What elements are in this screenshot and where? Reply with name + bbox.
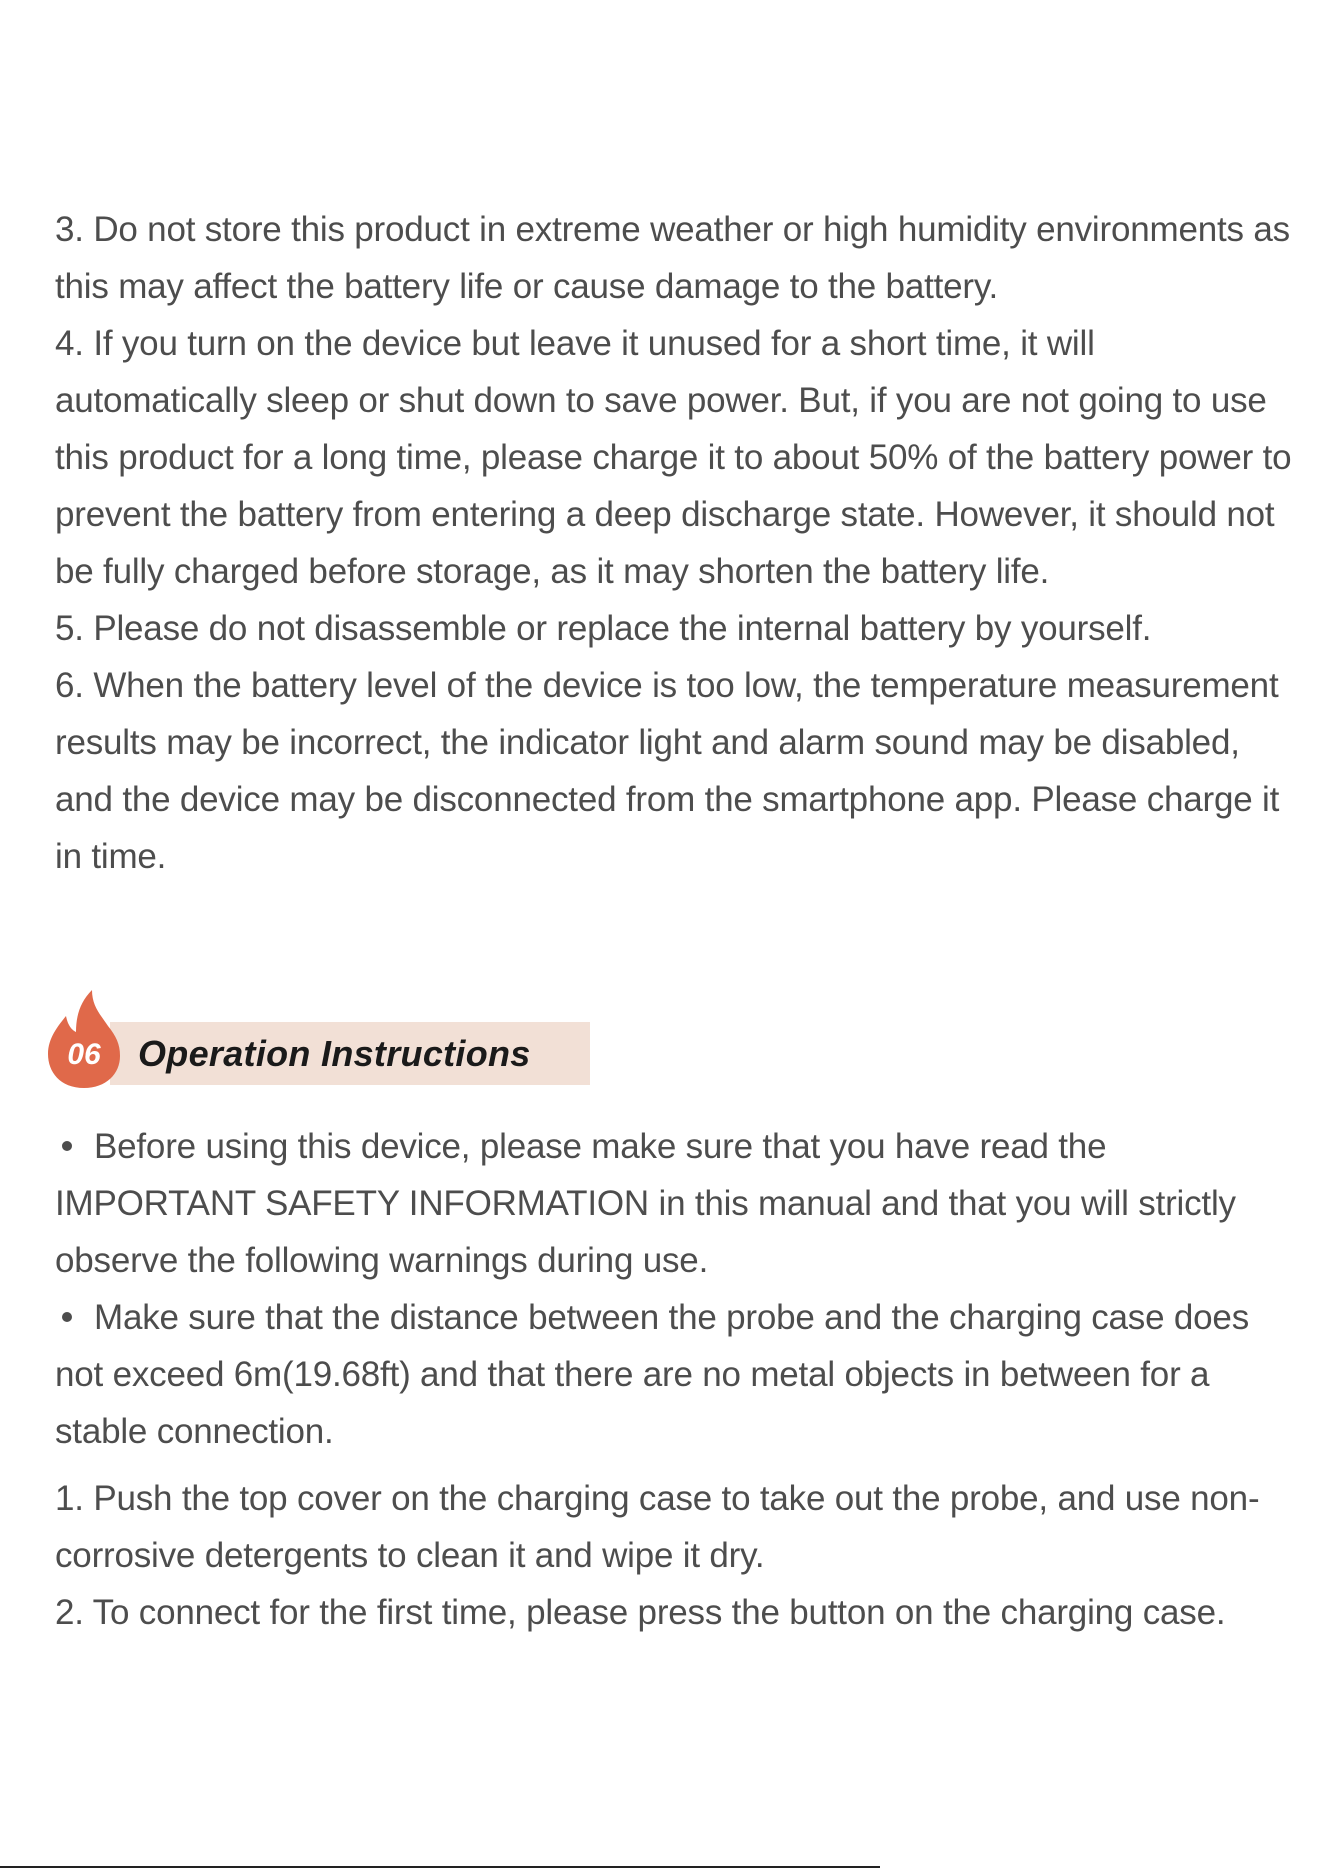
bullet-text: Before using this device, please make sure that you have read the IMPORTANT SAFETY INFORMATION in this manual and that you will strictly observe the following warnings during use. xyxy=(55,1127,1236,1280)
section-header xyxy=(46,988,566,1088)
bullet-text: Make sure that the distance between the probe and the charging case does not exceed 6m(19.68ft) and that there are no metal objects in between for a stable connection. xyxy=(55,1298,1249,1451)
section-title: Operation Instructions xyxy=(138,1033,531,1074)
step-1: 1. Push the top cover on the charging case to take out the probe, and use non-corrosive detergents to clean it and wipe it dry. xyxy=(55,1479,1260,1575)
bullet-dot xyxy=(62,1312,72,1322)
bullet-item-read-safety xyxy=(55,1118,1295,1289)
battery-notes xyxy=(55,201,1295,885)
bullet-item-distance xyxy=(55,1289,1295,1460)
bottom-rule xyxy=(0,1866,880,1868)
section-number: 06 xyxy=(67,1038,101,1071)
operation-bullets xyxy=(55,1118,1295,1460)
operation-steps xyxy=(55,1470,1295,1641)
bullet-dot xyxy=(62,1141,72,1151)
battery-note-3: 3. Do not store this product in extreme weather or high humidity environments as this may affect the battery life or cause damage to the battery. xyxy=(55,210,1290,306)
step-2: 2. To connect for the first time, please press the button on the charging case. xyxy=(55,1593,1226,1632)
battery-note-6: 6. When the battery level of the device is too low, the temperature measurement results may be incorrect, the indicator light and alarm sound may be disabled, and the device may be disconnected from the smartphone app. Please charge it in time. xyxy=(55,666,1280,876)
battery-note-4: 4. If you turn on the device but leave it unused for a short time, it will automatically sleep or shut down to save power. But, if you are not going to use this product for a long time, please charge it to about 50% of the battery power to prevent the battery from entering a deep discharge state. However, it should not be fully charged before storage, as it may shorten the battery life. xyxy=(55,324,1292,591)
battery-note-5: 5. Please do not disassemble or replace the internal battery by yourself. xyxy=(55,609,1152,648)
